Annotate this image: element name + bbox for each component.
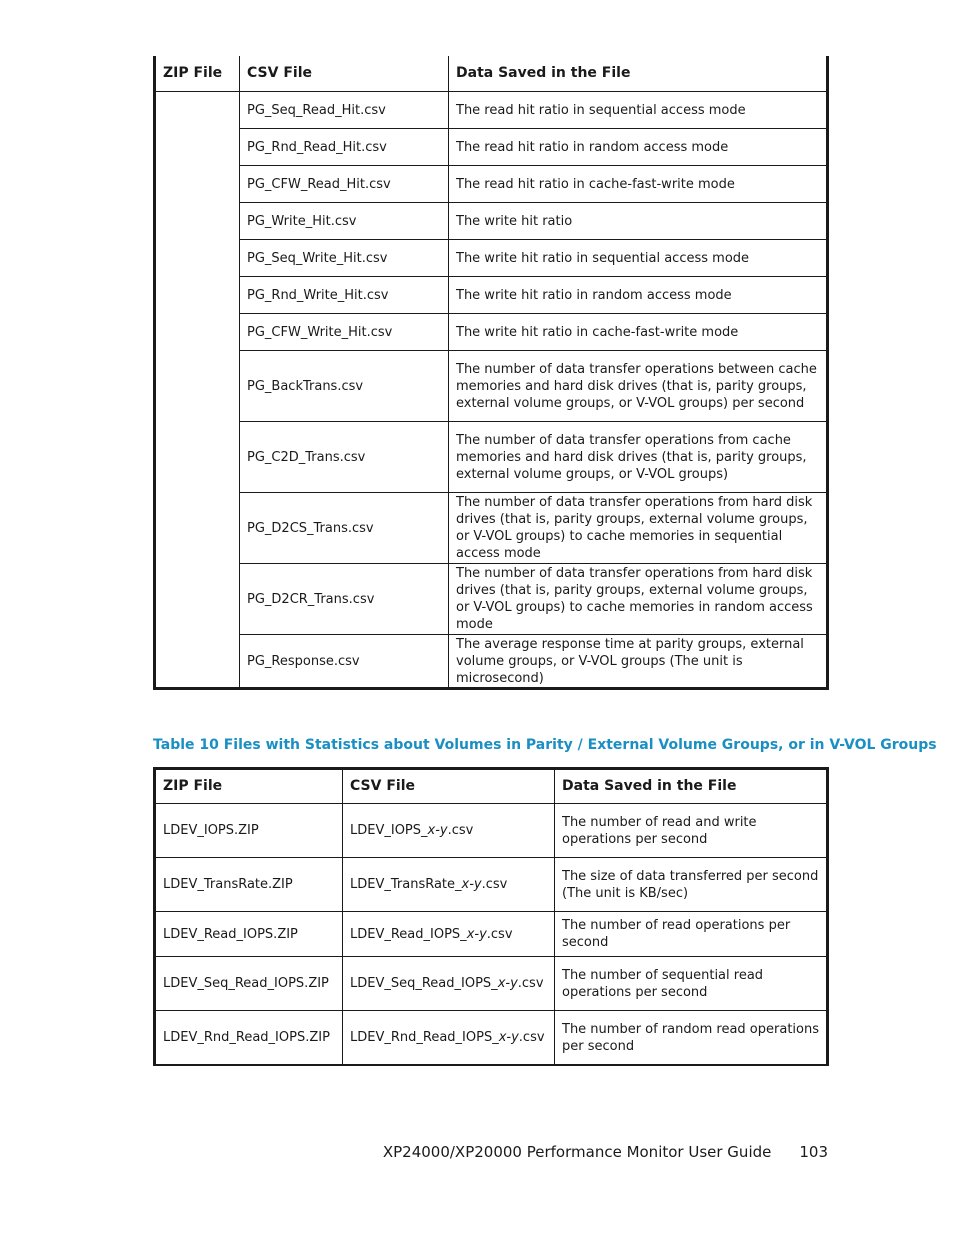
table-row	[155, 635, 828, 689]
csv-ext: .csv	[517, 976, 544, 991]
table-row	[155, 564, 828, 635]
desc-cell: The average response time at parity groups, external volume groups, or V-VOL groups (The unit is microsecond)	[449, 635, 828, 689]
table-row	[155, 203, 828, 240]
csv-cell: PG_Write_Hit.csv	[240, 203, 449, 240]
zip-cell: LDEV_Seq_Read_IOPS.ZIP	[155, 957, 343, 1011]
csv-prefix: LDEV_Seq_Read_IOPS_	[350, 976, 498, 991]
table-row	[155, 240, 828, 277]
table-ldev-statistics	[153, 767, 829, 1066]
desc-cell: The read hit ratio in random access mode	[449, 129, 828, 166]
table-row	[155, 804, 828, 858]
csv-var: x-y	[497, 976, 518, 991]
table-header-row	[155, 769, 828, 804]
table-caption: Table 10 Files with Statistics about Volumes in Parity / External Volume Groups, or in V-VOL Groups	[153, 737, 937, 753]
csv-ext: .csv	[486, 926, 513, 942]
csv-prefix: LDEV_Read_IOPS_	[350, 926, 467, 942]
desc-cell: The write hit ratio in cache-fast-write mode	[449, 314, 828, 351]
table-row	[155, 314, 828, 351]
table-row	[155, 277, 828, 314]
desc-cell: The number of random read operations per second	[555, 1011, 828, 1066]
csv-ext: .csv	[447, 823, 474, 838]
desc-cell: The size of data transferred per second (The unit is KB/sec)	[555, 858, 828, 912]
header-data-saved: Data Saved in the File	[555, 769, 828, 804]
guide-title: XP24000/XP20000 Performance Monitor User Guide	[382, 1143, 772, 1161]
zip-cell: LDEV_IOPS.ZIP	[155, 804, 343, 858]
desc-cell: The number of data transfer operations from cache memories and hard disk drives (that is, parity groups, external volume groups, or V-VOL groups)	[449, 422, 828, 493]
csv-cell: PG_Seq_Write_Hit.csv	[240, 240, 449, 277]
csv-prefix: LDEV_Rnd_Read_IOPS_	[350, 1030, 499, 1045]
csv-var: x-y	[466, 926, 487, 942]
header-zip-file: ZIP File	[155, 56, 240, 92]
desc-cell: The number of data transfer operations between cache memories and hard disk drives (that is, parity groups, external volume groups, or V-VOL groups) per second	[449, 351, 828, 422]
csv-var: x-y	[498, 1030, 519, 1045]
csv-cell	[343, 957, 555, 1011]
desc-cell: The number of sequential read operations per second	[555, 957, 828, 1011]
csv-cell: PG_Rnd_Write_Hit.csv	[240, 277, 449, 314]
table-row	[155, 166, 828, 203]
zip-cell-empty	[155, 92, 240, 689]
header-data-saved: Data Saved in the File	[449, 56, 828, 92]
csv-prefix: LDEV_TransRate_	[350, 877, 462, 892]
table-row	[155, 129, 828, 166]
csv-cell: PG_CFW_Read_Hit.csv	[240, 166, 449, 203]
table-pg-statistics	[153, 56, 829, 690]
zip-cell: LDEV_Rnd_Read_IOPS.ZIP	[155, 1011, 343, 1066]
table-row	[155, 92, 828, 129]
desc-cell: The number of read operations per second	[555, 912, 828, 957]
csv-ext: .csv	[518, 1030, 545, 1045]
table-row	[155, 1011, 828, 1066]
csv-ext: .csv	[481, 877, 508, 892]
csv-cell	[343, 1011, 555, 1066]
csv-cell: PG_C2D_Trans.csv	[240, 422, 449, 493]
csv-cell	[343, 912, 555, 957]
zip-cell: LDEV_TransRate.ZIP	[155, 858, 343, 912]
zip-cell: LDEV_Read_IOPS.ZIP	[155, 912, 343, 957]
csv-var: x-y	[461, 877, 482, 892]
csv-cell	[343, 858, 555, 912]
csv-cell: PG_Seq_Read_Hit.csv	[240, 92, 449, 129]
csv-cell: PG_CFW_Write_Hit.csv	[240, 314, 449, 351]
desc-cell: The read hit ratio in sequential access mode	[449, 92, 828, 129]
table-row	[155, 957, 828, 1011]
desc-cell: The number of read and write operations per second	[555, 804, 828, 858]
csv-cell	[343, 804, 555, 858]
csv-var: x-y	[427, 823, 448, 838]
desc-cell: The number of data transfer operations from hard disk drives (that is, parity groups, external volume groups, or V-VOL groups) to cache memories in random access mode	[449, 564, 828, 635]
csv-cell: PG_D2CS_Trans.csv	[240, 493, 449, 564]
desc-cell: The read hit ratio in cache-fast-write mode	[449, 166, 828, 203]
table-header-row	[155, 56, 828, 92]
desc-cell: The write hit ratio	[449, 203, 828, 240]
table-row	[155, 858, 828, 912]
csv-prefix: LDEV_IOPS_	[350, 823, 428, 838]
csv-cell: PG_BackTrans.csv	[240, 351, 449, 422]
table-row	[155, 422, 828, 493]
desc-cell: The number of data transfer operations from hard disk drives (that is, parity groups, external volume groups, or V-VOL groups) to cache memories in sequential access mode	[449, 493, 828, 564]
table-row	[155, 493, 828, 564]
table-row	[155, 912, 828, 957]
header-zip-file: ZIP File	[155, 769, 343, 804]
csv-cell: PG_Rnd_Read_Hit.csv	[240, 129, 449, 166]
page-footer	[383, 1143, 828, 1161]
csv-cell: PG_Response.csv	[240, 635, 449, 689]
desc-cell: The write hit ratio in random access mode	[449, 277, 828, 314]
header-csv-file: CSV File	[240, 56, 449, 92]
desc-cell: The write hit ratio in sequential access mode	[449, 240, 828, 277]
page-number: 103	[799, 1143, 828, 1161]
table-row	[155, 351, 828, 422]
header-csv-file: CSV File	[343, 769, 555, 804]
csv-cell: PG_D2CR_Trans.csv	[240, 564, 449, 635]
